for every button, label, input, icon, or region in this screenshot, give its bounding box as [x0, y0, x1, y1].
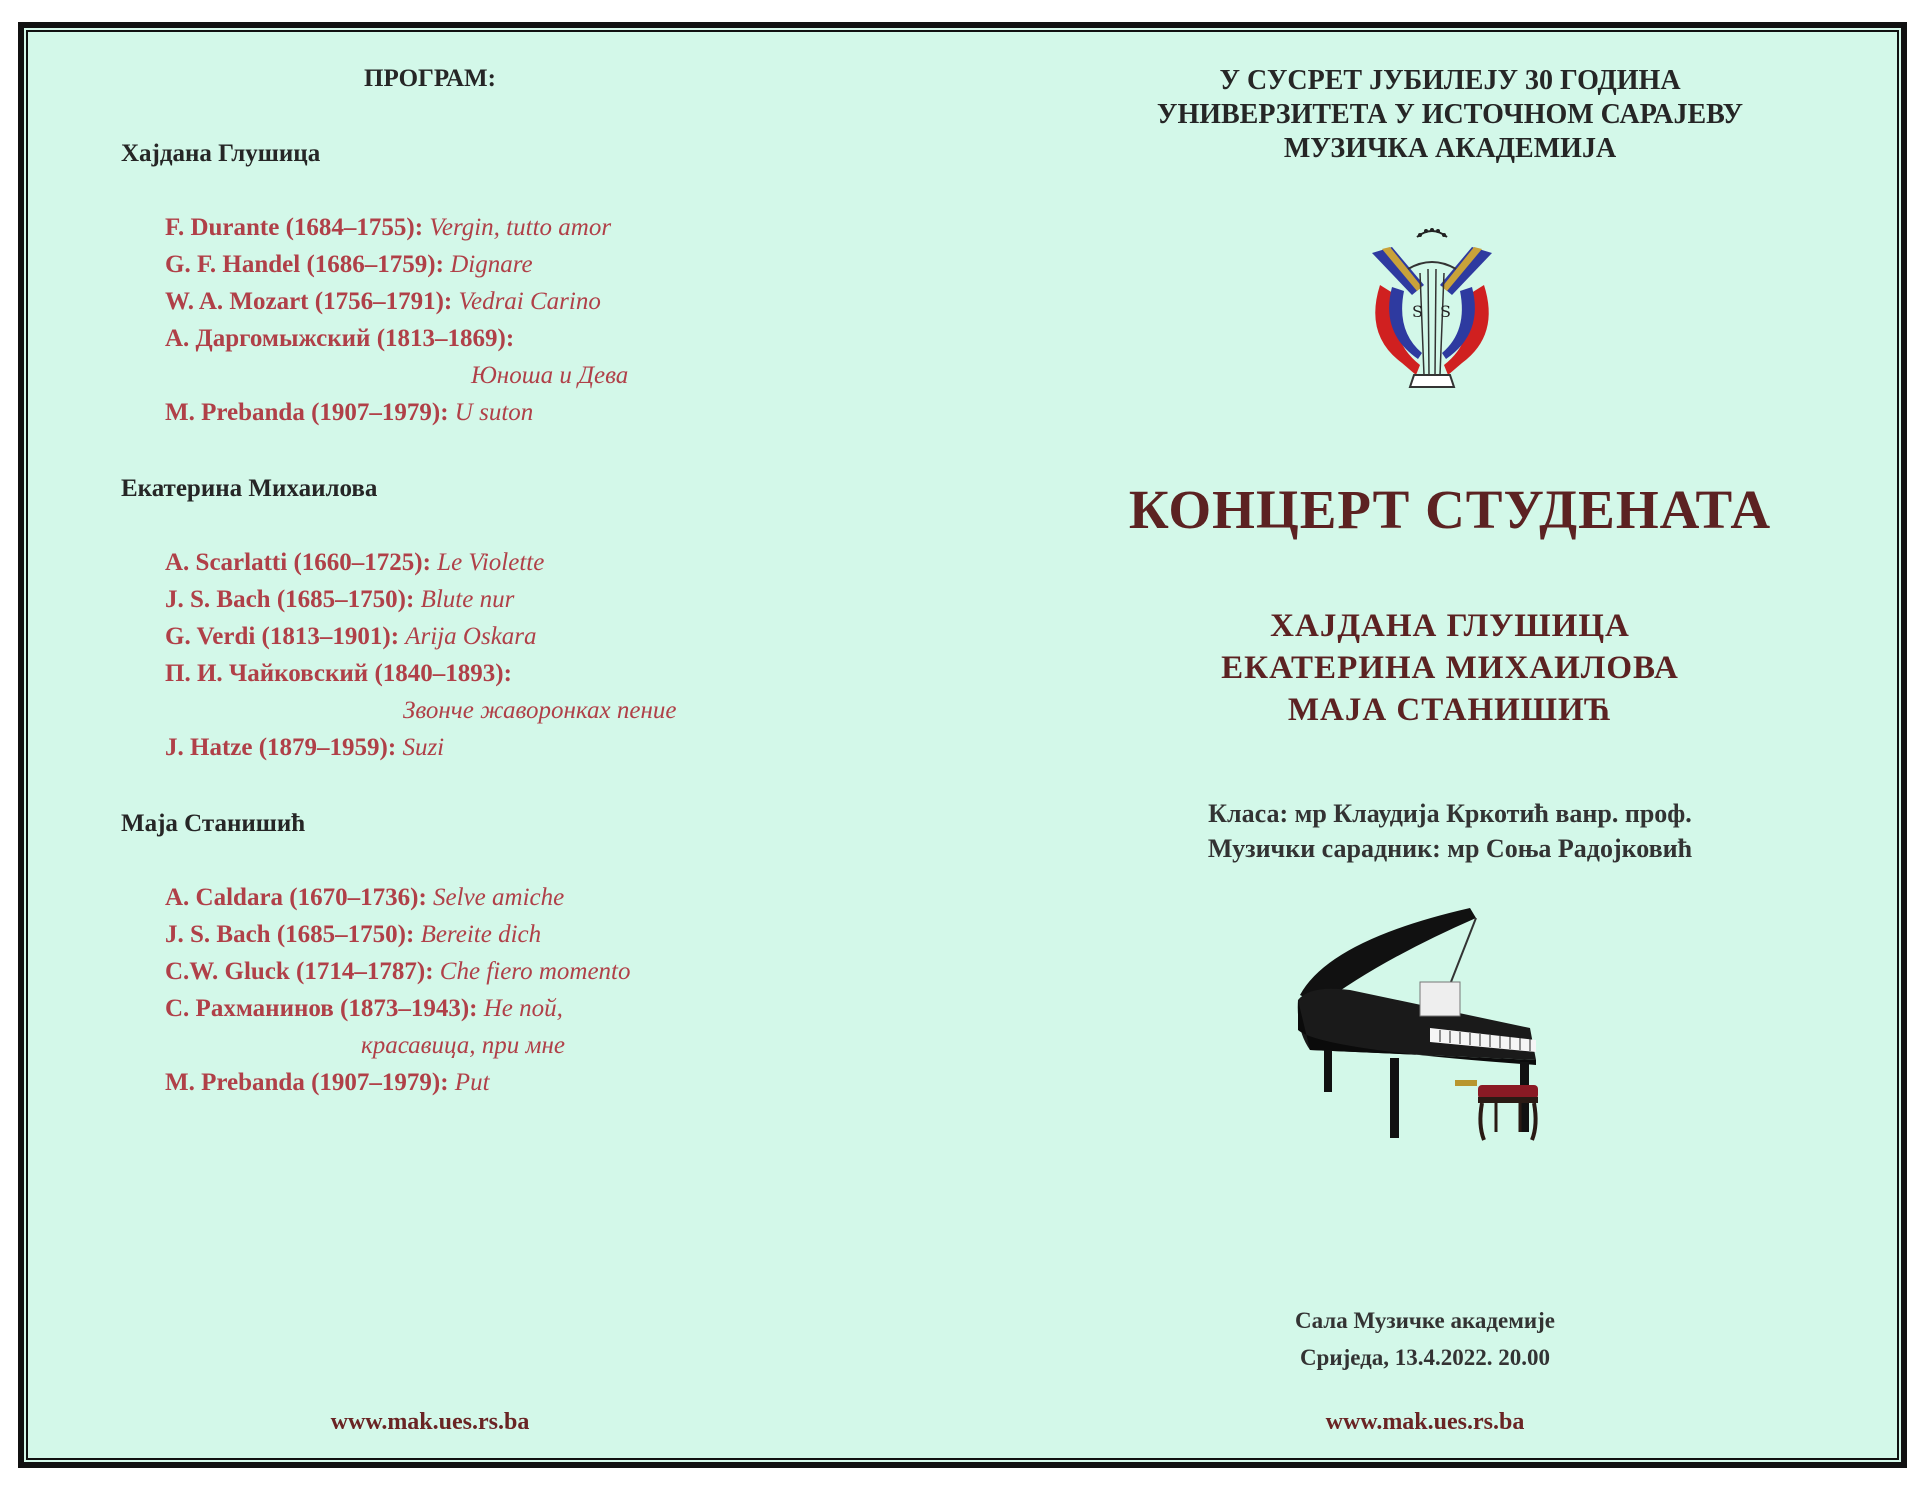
piece-entry: [165, 995, 563, 1023]
piece-title: Blute nur: [420, 586, 515, 613]
header-line-2: УНИВЕРЗИТЕТА У ИСТОЧНОМ САРАЈЕВУ: [1156, 99, 1744, 130]
piece-composer: J. S. Bach (1685–1750):: [165, 586, 415, 613]
performer-name-2: Екатерина Михаилова: [121, 475, 378, 502]
lyre-emblem-icon: [1362, 225, 1502, 400]
piece-entry: [165, 660, 512, 688]
piece-title-continuation: Юноша и Дева: [471, 362, 629, 389]
piece-composer: A. Caldara (1670–1736):: [165, 884, 427, 911]
performer-line-1: ХАЈДАНА ГЛУШИЦА: [1270, 608, 1630, 644]
header-line-3: МУЗИЧКА АКАДЕМИЈА: [1283, 133, 1617, 164]
piece-composer: С. Рахманинов (1873–1943):: [165, 995, 478, 1022]
performer-name-1: Хајдана Глушица: [121, 140, 321, 167]
header-line-1: У СУСРЕТ ЈУБИЛЕЈУ 30 ГОДИНА: [1219, 65, 1681, 96]
program-heading: ПРОГРАМ:: [364, 65, 496, 92]
piece-title: Arija Oskara: [405, 623, 537, 650]
grand-piano-icon: [1290, 900, 1550, 1160]
piece-composer: П. И. Чайковский (1840–1893):: [165, 660, 512, 687]
piece-composer: J. Hatze (1879–1959):: [165, 734, 397, 761]
header-block: [1000, 64, 1900, 166]
piece-composer: M. Prebanda (1907–1979):: [165, 399, 449, 426]
collaborator-line: Музички сарадник: мр Соња Радојковић: [1207, 834, 1693, 863]
piece-entry: [165, 288, 601, 316]
piece-entry: [165, 399, 533, 427]
performers-list: [1000, 605, 1900, 731]
piece-title: Le Violette: [437, 549, 545, 576]
piece-title: Не пой,: [483, 995, 563, 1022]
piece-composer: A. Даргомыжский (1813–1869):: [165, 325, 515, 352]
piece-title: U suton: [454, 399, 534, 426]
piece-title: Vergin, tutto amor: [429, 214, 612, 241]
class-info: [1000, 796, 1900, 866]
piece-composer: G. F. Handel (1686–1759):: [165, 251, 444, 278]
concert-title: КОНЦЕРТ СТУДЕНАТА: [1128, 479, 1772, 540]
performer-line-2: ЕКАТЕРИНА МИХАИЛОВА: [1221, 650, 1679, 686]
class-line: Класа: мр Клаудија Кркотић ванр. проф.: [1208, 799, 1692, 828]
piece-entry: [165, 325, 514, 353]
piece-title: Che fiero momento: [439, 958, 631, 985]
piece-title: Dignare: [450, 251, 533, 278]
piece-entry: [165, 734, 444, 762]
piece-composer: F. Durante (1684–1755):: [165, 214, 424, 241]
datetime-line: Сриједа, 13.4.2022. 20.00: [1299, 1345, 1551, 1370]
website-link-left[interactable]: www.mak.ues.rs.ba: [330, 1409, 530, 1435]
piece-composer: M. Prebanda (1907–1979):: [165, 1069, 449, 1096]
piece-entry: [165, 586, 514, 614]
piece-entry: [165, 251, 533, 279]
piece-composer: A. Scarlatti (1660–1725):: [165, 549, 431, 576]
piece-entry: [165, 214, 611, 242]
piece-entry: [165, 921, 541, 949]
piece-title-continuation: красавица, при мне: [361, 1032, 566, 1059]
venue-block: [1000, 1302, 1850, 1376]
piece-title: Selve amiche: [433, 884, 565, 911]
svg-text:S: S: [1412, 302, 1423, 321]
piece-title: Put: [454, 1069, 490, 1096]
piece-entry: [165, 884, 564, 912]
piece-composer: G. Verdi (1813–1901):: [165, 623, 400, 650]
venue-line: Сала Музичке академије: [1294, 1308, 1555, 1333]
piece-entry: [165, 958, 631, 986]
piece-title: Bereite dich: [420, 921, 542, 948]
performer-line-3: МАЈА СТАНИШИЋ: [1287, 692, 1613, 728]
svg-text:S: S: [1440, 302, 1451, 321]
piece-title-continuation: Звонче жаворонках пение: [403, 697, 677, 724]
piece-entry: [165, 1069, 490, 1097]
piece-composer: W. A. Mozart (1756–1791):: [165, 288, 453, 315]
piece-entry: [165, 549, 544, 577]
piece-composer: J. S. Bach (1685–1750):: [165, 921, 415, 948]
website-link-right[interactable]: www.mak.ues.rs.ba: [1325, 1409, 1525, 1435]
piece-title: Vedrai Carino: [458, 288, 601, 315]
piece-entry: [165, 623, 537, 651]
piece-title: Suzi: [402, 734, 445, 761]
performer-name-3: Маја Станишић: [121, 810, 306, 837]
piece-composer: C.W. Gluck (1714–1787):: [165, 958, 434, 985]
